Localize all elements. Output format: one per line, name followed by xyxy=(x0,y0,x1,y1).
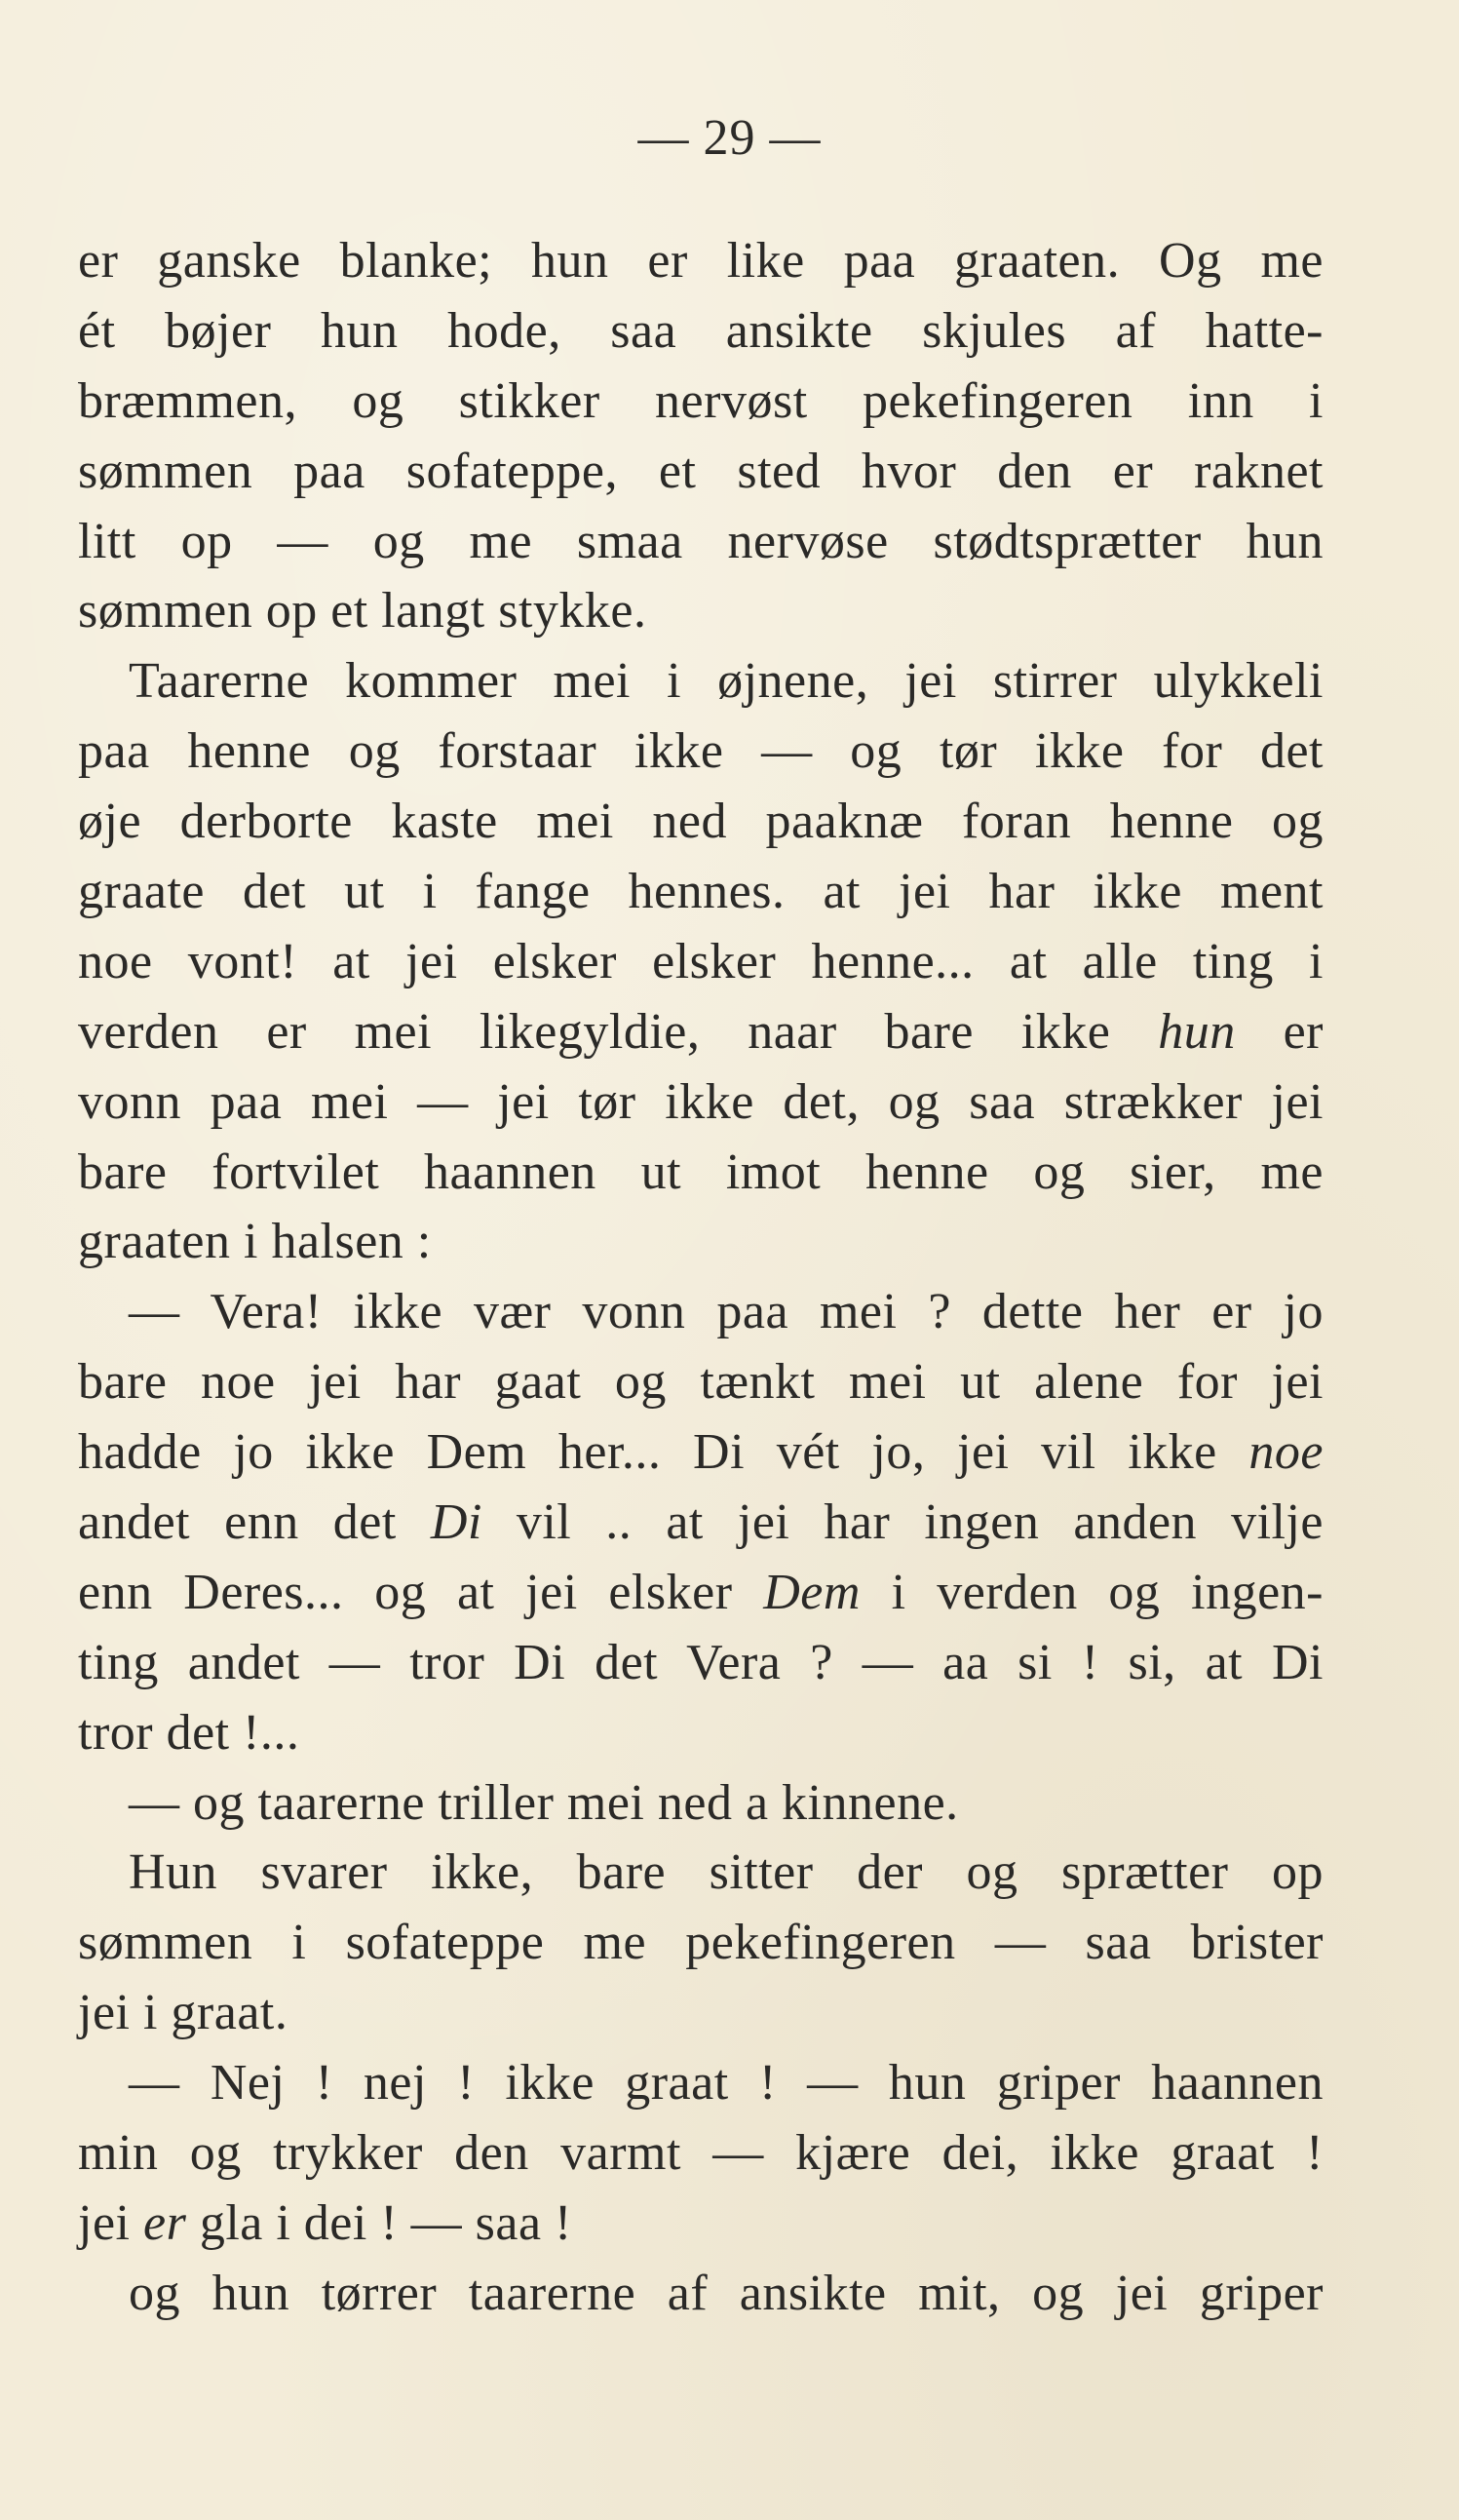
text-line: ét bøjer hun hode, saa ansikte skjules af hatte- xyxy=(78,302,1324,359)
text-line: enn Deres... og at jei elsker Dem i verden og ingen- xyxy=(78,1564,1324,1620)
text-line: noe vont! at jei elsker elsker henne... at alle ting i xyxy=(78,933,1324,989)
text-line: øje derborte kaste mei ned paaknæ foran henne og xyxy=(78,794,1324,850)
body-text xyxy=(78,226,1324,2329)
text-line: min og trykker den varmt — kjære dei, ikke graat ! xyxy=(78,2125,1324,2182)
text-line: verden er mei likegyldie, naar bare ikke hun er xyxy=(78,1003,1324,1060)
text-line: og hun tørrer taarerne af ansikte mit, og jei griper xyxy=(129,2265,1324,2321)
text-line: — Vera! ikke vær vonn paa mei ? dette her er jo xyxy=(129,1284,1324,1340)
text-line: paa henne og forstaar ikke — og tør ikke for det xyxy=(78,723,1324,780)
text-line: tror det !... xyxy=(78,1704,300,1761)
text-line: bræmmen, og stikker nervøst pekefingeren inn i xyxy=(78,372,1324,429)
text-line: bare fortvilet haannen ut imot henne og sier, me xyxy=(78,1144,1324,1200)
text-line: Hun svarer ikke, bare sitter der og sprætter op xyxy=(129,1844,1324,1901)
text-line: sømmen op et langt stykke. xyxy=(78,583,647,640)
text-line: vonn paa mei — jei tør ikke det, og saa strækker jei xyxy=(78,1073,1324,1130)
text-line: sømmen i sofateppe me pekefingeren — saa brister xyxy=(78,1915,1324,1971)
text-line: Taarerne kommer mei i øjnene, jei stirrer ulykkeli xyxy=(129,653,1324,710)
text-line: graate det ut i fange hennes. at jei har ikke ment xyxy=(78,864,1324,920)
text-line: litt op — og me smaa nervøse stødtsprætter hun xyxy=(78,513,1324,569)
text-line: jei i graat. xyxy=(78,1985,288,2041)
text-line: — og taarerne triller mei ned a kinnene. xyxy=(129,1774,959,1831)
text-line: hadde jo ikke Dem her... Di vét jo, jei vil ikke noe xyxy=(78,1424,1324,1481)
text-line: er ganske blanke; hun er like paa graaten. Og me xyxy=(78,233,1324,289)
text-line: graaten i halsen : xyxy=(78,1214,432,1270)
text-line: ting andet — tror Di det Vera ? — aa si ! si, at Di xyxy=(78,1634,1324,1690)
page-number: — 29 — xyxy=(637,110,822,166)
text-line: jei er gla i dei ! — saa ! xyxy=(78,2194,572,2251)
text-line: — Nej ! nej ! ikke graat ! — hun griper haannen xyxy=(129,2055,1324,2112)
text-line: sømmen paa sofateppe, et sted hvor den er raknet xyxy=(78,443,1324,499)
text-line: andet enn det Di vil .. at jei har ingen anden vilje xyxy=(78,1494,1324,1551)
text-line: bare noe jei har gaat og tænkt mei ut alene for jei xyxy=(78,1354,1324,1411)
